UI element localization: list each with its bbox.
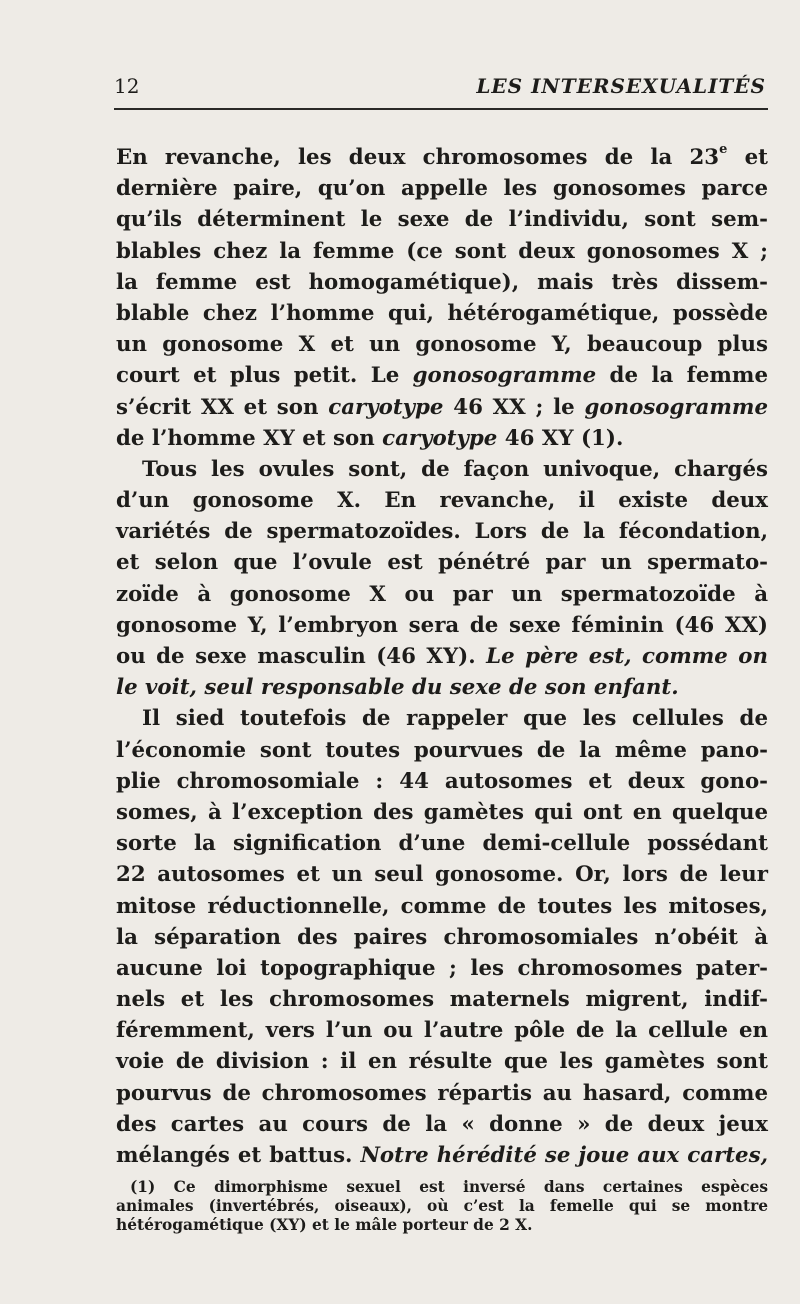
italic-term: caryotype [328, 394, 444, 420]
text-line: 22 autosomes et un seul gonosome. Or, lors de leur [116, 862, 768, 888]
text-line: qu’ils déterminent le sexe de l’individu, sont sem- [116, 207, 768, 233]
text-line: la femme est homogamétique), mais très dissem- [116, 269, 768, 295]
footnote-line: (1) Ce dimorphisme sexuel est inversé dans certaines espèces [130, 1178, 768, 1196]
text-line: blable chez l’homme qui, hétérogamétique, possède [116, 300, 768, 326]
text-line: blables chez la femme (ce sont deux gonosomes X ; [116, 238, 768, 264]
italic-term: gonosogramme [584, 394, 769, 420]
italic-term: gonosogramme [412, 363, 597, 389]
text-line [116, 423, 768, 454]
running-title: LES INTERSEXUALITÉS [476, 74, 766, 98]
text-line: gonosome Y, l’embryon sera de sexe féminin (46 XX) [116, 612, 768, 638]
text-line: et selon que l’ovule est pénétré par un spermato- [116, 550, 768, 576]
text-line [116, 641, 768, 672]
text-span: En revanche, les deux chromosomes de la 23 [116, 145, 720, 170]
text-span: 46 XX ; le [443, 394, 585, 420]
text-line: sorte la signification d’une demi-cellule possédant [116, 831, 768, 857]
text-line [116, 392, 768, 423]
text-line: aucune loi topographique ; les chromosomes pater- [116, 955, 768, 981]
text-span: court et plus petit. Le [116, 363, 413, 389]
footnote-line: animales (invertébrés, oiseaux), où c’est la femelle qui se montre [116, 1197, 768, 1215]
text-line: Tous les ovules sont, de façon univoque, chargés [142, 456, 768, 482]
text-line: somes, à l’exception des gamètes qui ont en quelque [116, 799, 768, 825]
text-line: un gonosome X et un gonosome Y, beaucoup plus [116, 332, 768, 358]
footnote [116, 1178, 768, 1235]
text-span: et [727, 145, 768, 170]
text-span: s’écrit XX et son [116, 394, 329, 420]
text-line: mitose réductionnelle, comme de toutes les mitoses, [116, 893, 768, 919]
text-line: voie de division : il en résulte que les gamètes sont [116, 1049, 768, 1075]
italic-term: caryotype [382, 425, 498, 451]
text-line: zoïde à gonosome X ou par un spermatozoïde à [116, 581, 768, 607]
text-line: plie chromosomiale : 44 autosomes et deux gono- [116, 768, 768, 794]
text-span: ou de sexe masculin (46 XY). [116, 644, 487, 669]
text-span: de la femme [596, 363, 768, 389]
text-line: Il sied toutefois de rappeler que les cellules de [142, 706, 768, 732]
italic-emphasis: Notre hérédité se joue aux cartes, [360, 1143, 769, 1168]
text-line: d’un gonosome X. En revanche, il existe deux [116, 488, 768, 514]
text-line: pourvus de chromosomes répartis au hasard, comme [116, 1080, 768, 1106]
italic-emphasis: Le père est, comme on [486, 644, 768, 669]
text-line: l’économie sont toutes pourvues de la même pano- [116, 737, 768, 763]
text-span: 46 XY (1). [497, 425, 624, 451]
text-line: la séparation des paires chromosomiales n’obéit à [116, 924, 768, 950]
page-header [114, 74, 768, 110]
text-span: de l’homme XY et son [116, 425, 383, 451]
superscript: e [719, 141, 728, 157]
text-line: dernière paire, qu’on appelle les gonosomes parce [116, 176, 768, 202]
footnote-line: hétérogamétique (XY) et le mâle porteur de 2 X. [116, 1216, 533, 1234]
body-text [116, 142, 768, 1171]
text-line: nels et les chromosomes maternels migrent, indif- [116, 987, 768, 1013]
text-line: des cartes au cours de la « donne » de deux jeux [116, 1111, 768, 1137]
text-line [116, 142, 768, 173]
page-number: 12 [114, 74, 140, 98]
text-line: le voit, seul responsable du sexe de son enfant. [116, 675, 679, 701]
text-line [116, 1140, 768, 1171]
text-line: variétés de spermatozoïdes. Lors de la fécondation, [116, 519, 768, 545]
text-line: féremment, vers l’un ou l’autre pôle de la cellule en [116, 1018, 768, 1044]
text-span: mélangés et battus. [116, 1143, 361, 1168]
text-line [116, 360, 768, 391]
